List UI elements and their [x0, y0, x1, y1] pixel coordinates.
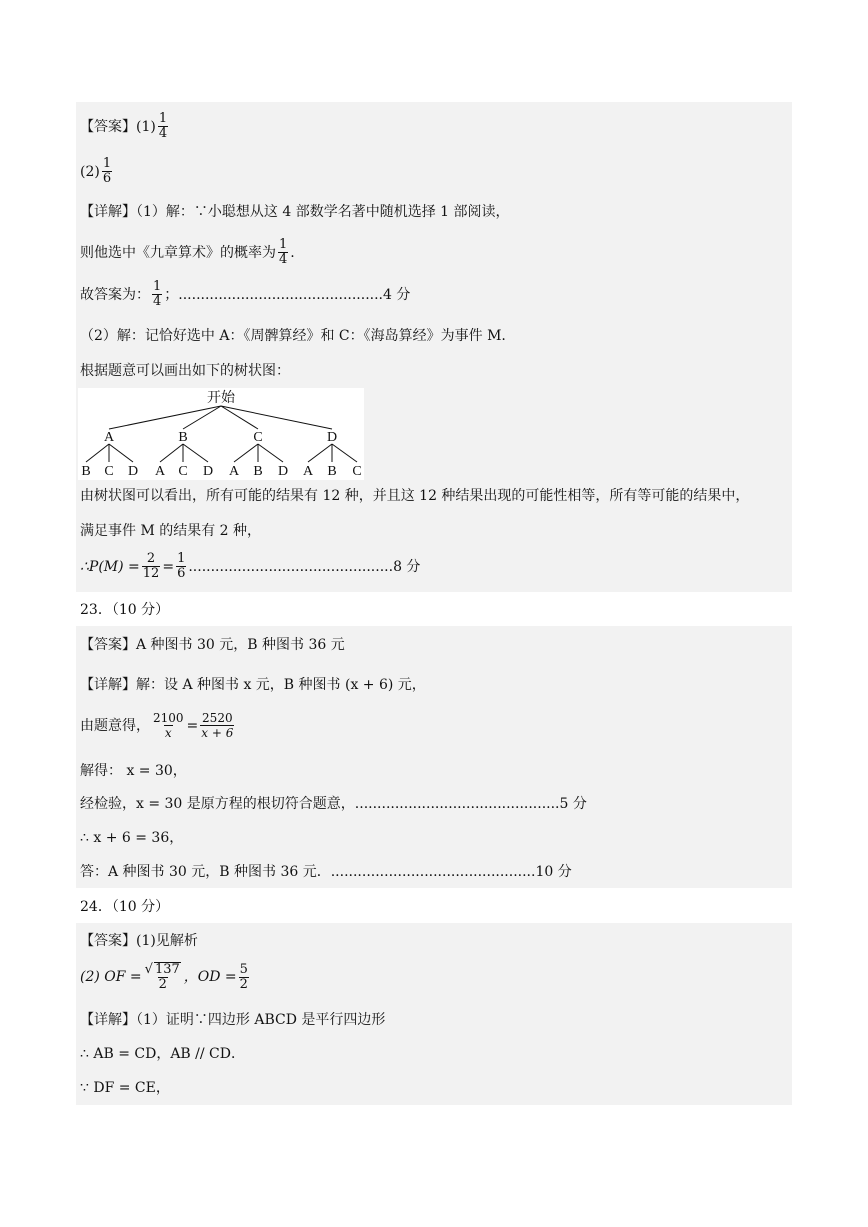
- tree-leaf: C: [104, 464, 114, 479]
- q22-detail-2: 则他选中《九章算术》的概率为 $\frac{1}{4}$ .: [80, 237, 295, 267]
- q23-detail-1: 【详解】解：设 A 种图书 x 元，B 种图书 (x + 6) 元，: [80, 677, 426, 693]
- tree-leaf: A: [154, 464, 166, 479]
- tree-leaf: C: [178, 464, 188, 479]
- tree-leaf: D: [277, 464, 289, 479]
- fraction: $\frac{1}{6}$: [102, 156, 112, 186]
- q22-detail-6: 由树状图可以看出，所有可能的结果有 12 种，并且这 12 种结果出现的可能性相等，所有等可能的结果中，: [80, 488, 750, 504]
- tree-node: D: [326, 430, 338, 445]
- q22-detail-1: 【详解】（1）解：∵小聪想从这 4 部数学名著中随机选择 1 部阅读，: [80, 204, 510, 220]
- q22-detail-5: 根据题意可以画出如下的树状图：: [80, 363, 290, 379]
- q24-heading: 24．（10 分）: [80, 899, 170, 915]
- q23-solution-box: [76, 626, 792, 888]
- tree-diagram: [78, 388, 364, 480]
- fraction: $\frac{1}{4}$: [153, 279, 162, 309]
- tree-leaf: D: [127, 464, 139, 479]
- fraction: $\frac{2100}{x}$: [153, 711, 184, 740]
- q22-detail-7: 满足事件 M 的结果有 2 种，: [80, 523, 262, 539]
- q23-answer: 【答案】A 种图书 30 元，B 种图书 36 元: [80, 637, 345, 653]
- q23-detail-2: 由题意得， $\frac{2100}{x}$ = $\frac{2520}{x + 6}$: [80, 711, 234, 740]
- q22-detail-3: 故答案为： $\frac{1}{4}$ ； .............................................. 4 分: [80, 279, 411, 309]
- fraction: $\frac{2520}{x + 6}$: [201, 711, 234, 740]
- fraction: $\frac{2}{12}$: [142, 551, 160, 581]
- q24-detail-3: ∵ DF = CE，: [80, 1080, 170, 1096]
- tree-leaf: D: [202, 464, 214, 479]
- tree-node: B: [178, 430, 188, 445]
- fraction: $\frac{5}{2}$: [239, 961, 248, 992]
- q24-detail-2: ∴ AB = CD，AB // CD．: [80, 1046, 245, 1062]
- q24-answer-2: (2) OF = $\frac{√ 137}{2}$ ，OD = $\frac{5}{2}$: [80, 961, 248, 992]
- q22-answer-1: 【答案】 (1) $\frac{1}{4}$: [80, 111, 168, 141]
- q22-answer-2: (2) $\frac{1}{6}$: [80, 156, 112, 186]
- q23-detail-4: 经检验，x = 30 是原方程的根切符合题意， .............................................. 5 分: [80, 796, 587, 812]
- tree-node: A: [103, 430, 115, 445]
- tree-leaf: B: [253, 464, 263, 479]
- q22-solution-box: [76, 102, 792, 592]
- q23-heading: 23．（10 分）: [80, 602, 170, 618]
- fraction: $\frac{√ 137}{2}$: [144, 962, 180, 992]
- fraction: $\frac{1}{4}$: [279, 237, 288, 267]
- q22-detail-4: （2）解：记恰好选中 A：《周髀算经》和 C：《海岛算经》为事件 M.: [80, 328, 506, 344]
- q24-detail-1: 【详解】（1）证明∵四边形 ABCD 是平行四边形: [80, 1012, 386, 1028]
- tree-leaf: C: [352, 464, 362, 479]
- q24-answer-1: 【答案】(1)见解析: [80, 933, 198, 949]
- tree-leaf: B: [327, 464, 337, 479]
- tree-leaf: B: [81, 464, 91, 479]
- tree-node: C: [253, 430, 263, 445]
- tree-leaf: A: [228, 464, 240, 479]
- q22-detail-8: ∴P(M) = $\frac{2}{12}$ = $\frac{1}{6}$ .............................................. 8 分: [80, 551, 421, 581]
- fraction: $\frac{1}{6}$: [177, 551, 186, 581]
- q23-detail-5: ∴ x + 6 = 36，: [80, 830, 184, 846]
- q23-detail-3: 解得： x = 30，: [80, 763, 187, 779]
- fraction: $\frac{1}{4}$: [158, 111, 168, 141]
- q23-detail-6: 答：A 种图书 30 元，B 种图书 36 元． .............................................. 10 分: [80, 864, 572, 880]
- tree-leaf: A: [302, 464, 314, 479]
- tree-root: 开始: [207, 391, 235, 406]
